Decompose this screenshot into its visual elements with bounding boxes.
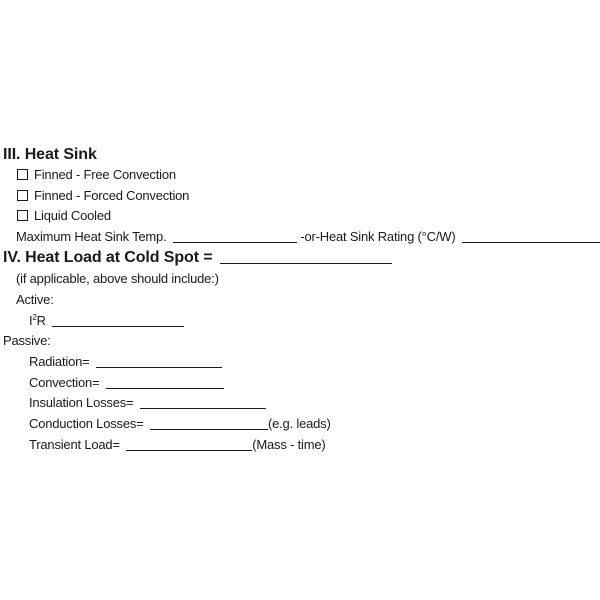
max-heat-sink-temp-label: Maximum Heat Sink Temp. <box>16 229 167 244</box>
option-finned-forced-convection <box>17 188 189 204</box>
heat-load-field[interactable] <box>220 249 392 264</box>
radiation-label: Radiation= <box>29 354 90 369</box>
heat-sink-temp-row <box>16 229 600 245</box>
finned-free-convection-label: Finned - Free Convection <box>34 167 176 182</box>
insulation-losses-label: Insulation Losses= <box>29 395 134 410</box>
i2r-row <box>29 313 184 329</box>
heat-load-section-title: IV. Heat Load at Cold Spot = <box>3 249 213 266</box>
passive-label: Passive: <box>3 333 51 348</box>
option-liquid-cooled <box>17 208 111 224</box>
insulation-losses-field[interactable] <box>140 396 266 409</box>
radiation-row <box>29 354 222 370</box>
conduction-losses-row <box>29 416 331 432</box>
transient-load-label: Transient Load= <box>29 437 120 452</box>
finned-forced-convection-checkbox[interactable] <box>17 190 28 201</box>
finned-free-convection-checkbox[interactable] <box>17 169 28 180</box>
conduction-losses-note: (e.g. leads) <box>267 416 331 431</box>
heat-sink-rating-label: -or-Heat Sink Rating (°C/W) <box>300 229 456 244</box>
heat-sink-section-title: III. Heat Sink <box>3 146 97 163</box>
convection-label: Convection= <box>29 375 100 390</box>
i2r-label: $I^2R$ <box>29 313 46 328</box>
finned-forced-convection-label: Finned - Forced Convection <box>34 188 190 203</box>
radiation-field[interactable] <box>96 355 222 368</box>
convection-field[interactable] <box>106 376 224 389</box>
transient-load-field[interactable] <box>126 438 252 451</box>
transient-load-row <box>29 437 326 453</box>
option-finned-free-convection <box>17 167 176 183</box>
heat-load-row <box>3 248 392 267</box>
convection-row <box>29 375 224 391</box>
liquid-cooled-label: Liquid Cooled <box>34 208 111 223</box>
heat-sink-rating-field[interactable] <box>462 230 600 243</box>
transient-load-note: (Mass - time) <box>252 437 326 452</box>
liquid-cooled-checkbox[interactable] <box>17 210 28 221</box>
insulation-losses-row <box>29 395 266 411</box>
i2r-field[interactable] <box>52 314 184 327</box>
active-label: Active: <box>16 292 54 307</box>
applicable-note: (if applicable, above should include:) <box>16 271 219 286</box>
conduction-losses-field[interactable] <box>150 417 268 430</box>
max-heat-sink-temp-field[interactable] <box>173 230 297 243</box>
conduction-losses-label: Conduction Losses= <box>29 416 144 431</box>
